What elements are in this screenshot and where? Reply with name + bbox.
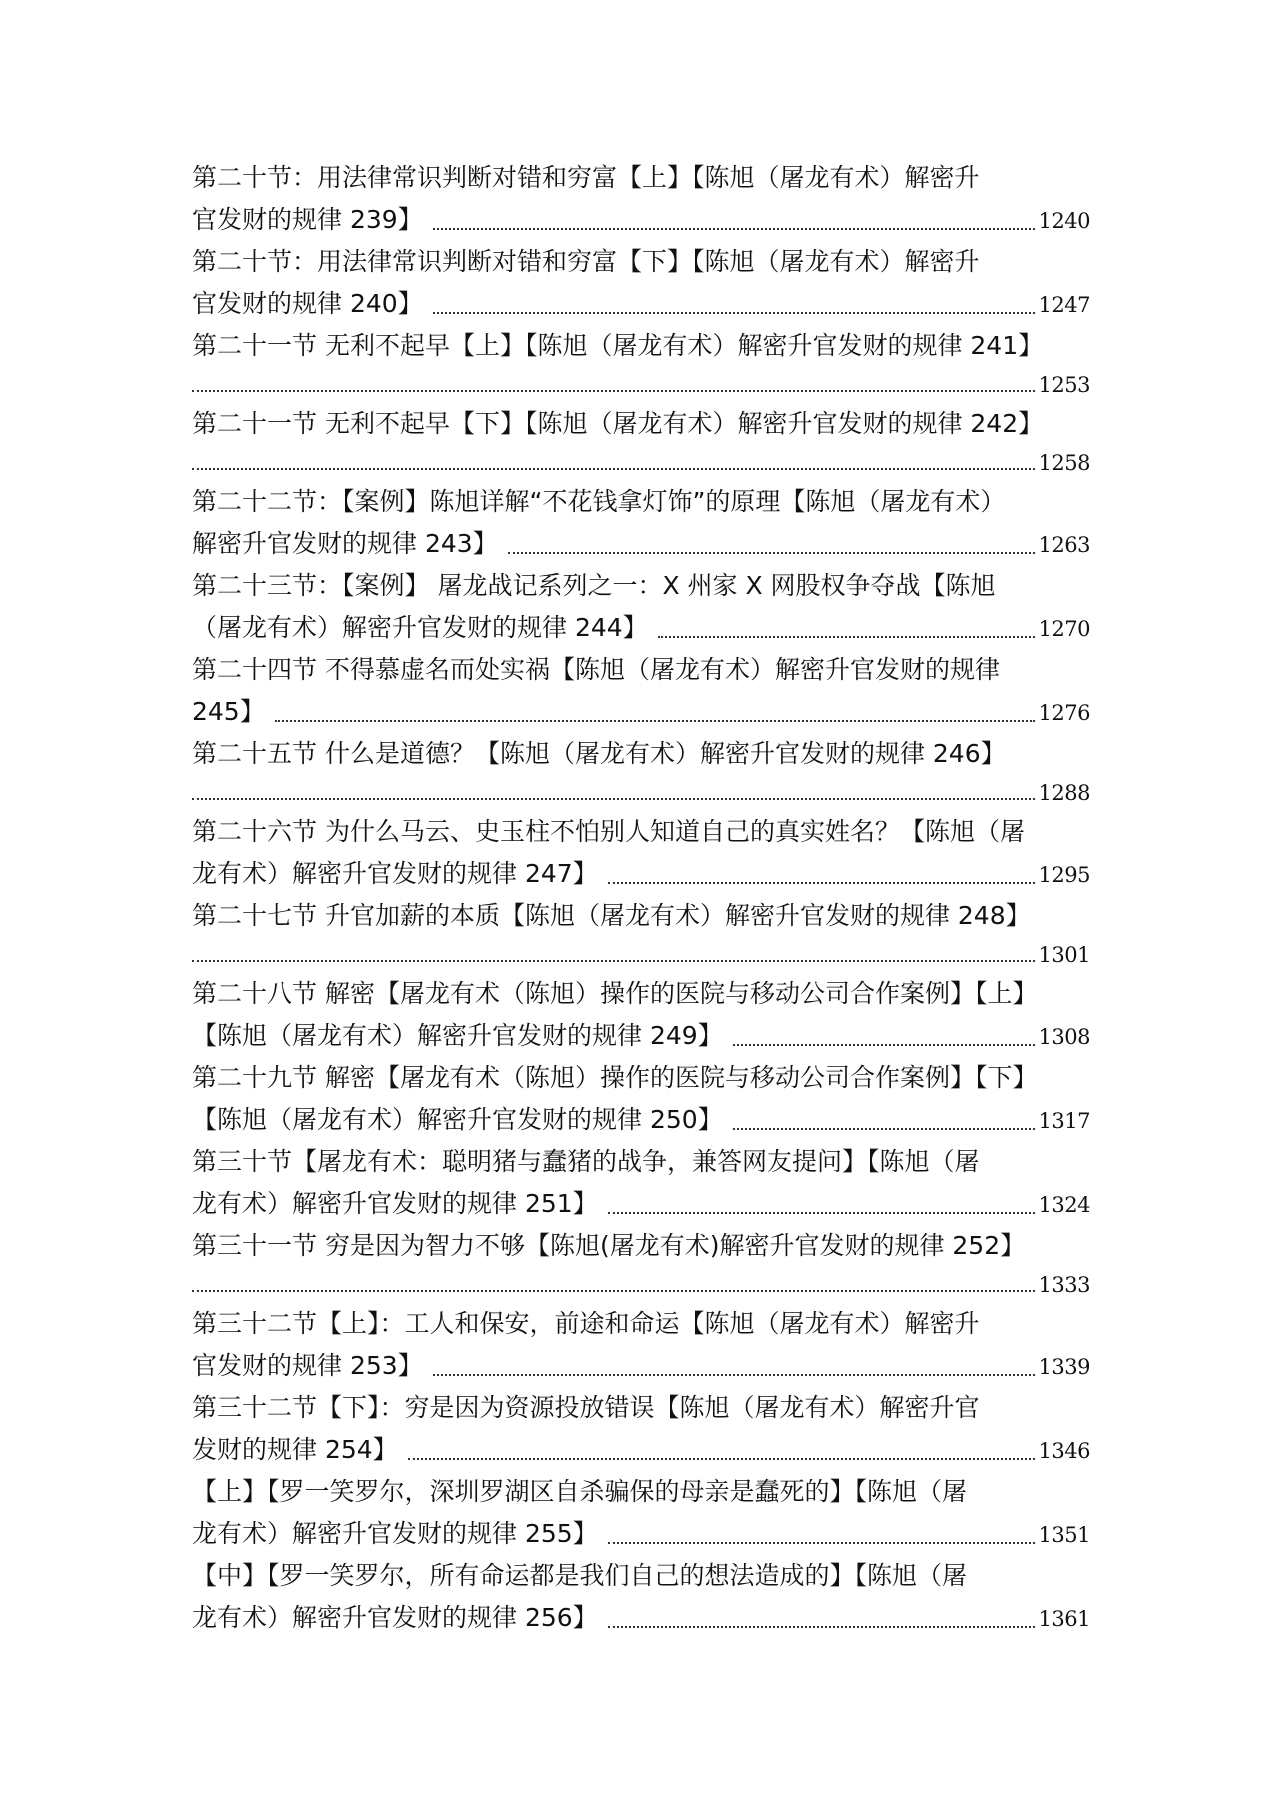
toc-entry-title: 第二十二节：【案例】陈旭详解“不花钱拿灯饰”的原理【陈旭（屠龙有术） bbox=[192, 487, 1006, 516]
page-number: 1339 bbox=[1038, 1355, 1090, 1379]
toc-entry[interactable] bbox=[192, 565, 1090, 649]
toc-entry-title: 第二十一节 无利不起早【上】【陈旭（屠龙有术）解密升官发财的规律 241】 bbox=[192, 331, 1044, 360]
dot-leader bbox=[275, 720, 1035, 722]
dot-leader bbox=[192, 390, 1035, 392]
dot-leader bbox=[192, 468, 1035, 470]
toc-entry-title: 第三十二节【上】：工人和保安，前途和命运【陈旭（屠龙有术）解密升 bbox=[192, 1309, 980, 1338]
dot-leader bbox=[608, 1626, 1035, 1628]
toc-entry-title-cont: 解密升官发财的规律 243】 bbox=[192, 529, 498, 558]
toc-entry-title: 第二十节：用法律常识判断对错和穷富【上】【陈旭（屠龙有术）解密升 bbox=[192, 163, 980, 192]
toc-entry-title-cont: （屠龙有术）解密升官发财的规律 244】 bbox=[192, 613, 648, 642]
dot-leader bbox=[658, 636, 1035, 638]
page-number: 1301 bbox=[1038, 943, 1090, 967]
toc-entry-title-cont: 官发财的规律 240】 bbox=[192, 289, 423, 318]
page-number: 1346 bbox=[1038, 1439, 1090, 1463]
page-number: 1317 bbox=[1038, 1109, 1090, 1133]
page-number: 1247 bbox=[1038, 293, 1090, 317]
toc-entry[interactable] bbox=[192, 481, 1090, 565]
dot-leader bbox=[608, 1212, 1035, 1214]
dot-leader bbox=[733, 1044, 1035, 1046]
dot-leader bbox=[433, 1374, 1035, 1376]
page-number: 1333 bbox=[1038, 1273, 1090, 1297]
toc-entry-title: 第二十九节 解密【屠龙有术（陈旭）操作的医院与移动公司合作案例】【下】 bbox=[192, 1063, 1038, 1092]
toc-entry-title: 第二十八节 解密【屠龙有术（陈旭）操作的医院与移动公司合作案例】【上】 bbox=[192, 979, 1038, 1008]
toc-entry-title: 第二十四节 不得慕虚名而处实祸【陈旭（屠龙有术）解密升官发财的规律 bbox=[192, 655, 1000, 684]
page-number: 1253 bbox=[1038, 373, 1090, 397]
toc-entry[interactable] bbox=[192, 895, 1090, 973]
toc-entry-title-cont: 龙有术）解密升官发财的规律 247】 bbox=[192, 859, 598, 888]
toc-entry-title-cont: 发财的规律 254】 bbox=[192, 1435, 398, 1464]
toc-entry-title-cont: 龙有术）解密升官发财的规律 255】 bbox=[192, 1519, 598, 1548]
page-number: 1258 bbox=[1038, 451, 1090, 475]
toc-entry-title: 第三十节【屠龙有术：聪明猪与蠢猪的战争，兼答网友提问】【陈旭（屠 bbox=[192, 1147, 980, 1176]
toc-entry-title: 第二十七节 升官加薪的本质【陈旭（屠龙有术）解密升官发财的规律 248】 bbox=[192, 901, 1031, 930]
dot-leader bbox=[433, 312, 1035, 314]
page-number: 1288 bbox=[1038, 781, 1090, 805]
toc-entry[interactable] bbox=[192, 649, 1090, 733]
dot-leader bbox=[192, 1290, 1035, 1292]
toc-entry[interactable] bbox=[192, 1141, 1090, 1225]
dot-leader bbox=[508, 552, 1035, 554]
dot-leader bbox=[608, 1542, 1035, 1544]
toc-entry-title: 第二十三节：【案例】 屠龙战记系列之一：X 州家 X 网股权争夺战【陈旭 bbox=[192, 571, 996, 600]
page-number: 1308 bbox=[1038, 1025, 1090, 1049]
toc-entry[interactable] bbox=[192, 325, 1090, 403]
toc-entry-title: 【中】【罗一笑罗尔，所有命运都是我们自己的想法造成的】【陈旭（屠 bbox=[192, 1561, 968, 1590]
toc-entry-title-cont: 245】 bbox=[192, 697, 265, 726]
toc-entry[interactable] bbox=[192, 973, 1090, 1057]
toc-entry[interactable] bbox=[192, 733, 1090, 811]
toc-entry[interactable] bbox=[192, 157, 1090, 241]
toc-entry[interactable] bbox=[192, 241, 1090, 325]
toc-entry[interactable] bbox=[192, 1555, 1090, 1639]
toc-entry-title-cont: 官发财的规律 239】 bbox=[192, 205, 423, 234]
toc-entry[interactable] bbox=[192, 403, 1090, 481]
toc-entry-title: 第二十一节 无利不起早【下】【陈旭（屠龙有术）解密升官发财的规律 242】 bbox=[192, 409, 1044, 438]
page-number: 1361 bbox=[1038, 1607, 1090, 1631]
toc-entry-title-cont: 龙有术）解密升官发财的规律 251】 bbox=[192, 1189, 598, 1218]
dot-leader bbox=[608, 882, 1035, 884]
dot-leader bbox=[408, 1458, 1035, 1460]
toc-entry[interactable] bbox=[192, 1387, 1090, 1471]
toc-entry-title-cont: 【陈旭（屠龙有术）解密升官发财的规律 249】 bbox=[192, 1021, 723, 1050]
toc-entry-title: 第二十六节 为什么马云、史玉柱不怕别人知道自己的真实姓名？【陈旭（屠 bbox=[192, 817, 1025, 846]
page-number: 1263 bbox=[1038, 533, 1090, 557]
toc-entry-title: 第三十二节【下】：穷是因为资源投放错误【陈旭（屠龙有术）解密升官 bbox=[192, 1393, 980, 1422]
dot-leader bbox=[733, 1128, 1035, 1130]
toc-entry-title: 【上】【罗一笑罗尔，深圳罗湖区自杀骗保的母亲是蠢死的】【陈旭（屠 bbox=[192, 1477, 968, 1506]
toc-entry-title-cont: 【陈旭（屠龙有术）解密升官发财的规律 250】 bbox=[192, 1105, 723, 1134]
page-number: 1324 bbox=[1038, 1193, 1090, 1217]
toc-entry-title-cont: 龙有术）解密升官发财的规律 256】 bbox=[192, 1603, 598, 1632]
toc-entry-title-cont: 官发财的规律 253】 bbox=[192, 1351, 423, 1380]
toc-entry[interactable] bbox=[192, 1303, 1090, 1387]
toc-entry-title: 第二十节：用法律常识判断对错和穷富【下】【陈旭（屠龙有术）解密升 bbox=[192, 247, 980, 276]
toc-entry[interactable] bbox=[192, 1225, 1090, 1303]
table-of-contents bbox=[192, 157, 1090, 1639]
toc-entry[interactable] bbox=[192, 1057, 1090, 1141]
dot-leader bbox=[433, 228, 1035, 230]
dot-leader bbox=[192, 798, 1035, 800]
dot-leader bbox=[192, 960, 1035, 962]
page-number: 1351 bbox=[1038, 1523, 1090, 1547]
page-number: 1240 bbox=[1038, 209, 1090, 233]
toc-entry[interactable] bbox=[192, 1471, 1090, 1555]
toc-entry-title: 第三十一节 穷是因为智力不够【陈旭(屠龙有术)解密升官发财的规律 252】 bbox=[192, 1231, 1026, 1260]
page-number: 1276 bbox=[1038, 701, 1090, 725]
page-number: 1270 bbox=[1038, 617, 1090, 641]
page-number: 1295 bbox=[1038, 863, 1090, 887]
toc-entry-title: 第二十五节 什么是道德？【陈旭（屠龙有术）解密升官发财的规律 246】 bbox=[192, 739, 1006, 768]
toc-entry[interactable] bbox=[192, 811, 1090, 895]
